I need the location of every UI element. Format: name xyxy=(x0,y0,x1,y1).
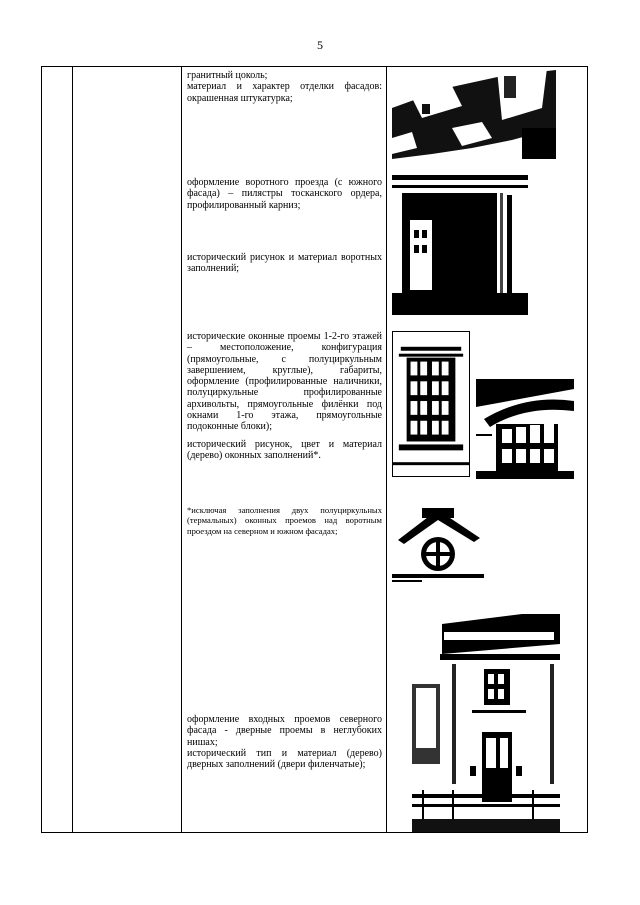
column-divider-1 xyxy=(72,66,73,833)
paragraph: оформление воротного проезда (с южного фасада) – пилястры тосканского ордера, профилированный карниз; xyxy=(187,177,382,211)
gate-passage-photo-icon xyxy=(392,175,528,315)
text-window-openings xyxy=(187,331,382,461)
paragraph: оформление входных проемов северного фасада - дверные проемы в неглубоких нишах; xyxy=(187,714,382,748)
paragraph: исторические оконные проемы 1-2-го этажей – местоположение, конфигурация (прямоугольные, с полуциркульным завершением, круглые), габариты, оформление (профилированные наличники, полуциркульные профилированные архивольты, прямоугольные филёнки под окнами 1-го этажа, прямоугольные подоконные блоки); xyxy=(187,331,382,433)
paragraph: гранитный цоколь; xyxy=(187,70,268,81)
paragraph: исторический тип и материал (дерево) дверных заполнений (двери филенчатые); xyxy=(187,747,382,771)
round-window-photo-icon xyxy=(392,500,484,586)
arched-window-photo-icon xyxy=(476,379,574,479)
column-divider-2 xyxy=(181,66,182,833)
paragraph: материал и характер отделки фасадов: окрашенная штукатурка; xyxy=(187,81,382,104)
paragraph: исторический рисунок и материал воротных заполнений; xyxy=(187,252,382,275)
paragraph: исторический рисунок, цвет и материал (дерево) оконных заполнений*. xyxy=(187,438,382,461)
text-footnote xyxy=(187,505,382,536)
text-granite-plinth xyxy=(187,70,382,104)
footnote: *исключая заполнения двух полуциркульных (термальных) оконных проемов над воротным проездом на северном и южном фасадах; xyxy=(187,505,382,536)
text-entrances xyxy=(187,714,382,770)
window-photo-icon xyxy=(392,331,470,477)
text-gate-passage xyxy=(187,177,382,211)
column-divider-3 xyxy=(386,66,387,833)
building-corner-photo-icon xyxy=(392,68,556,159)
facade-entrance-photo-icon xyxy=(412,614,560,832)
page-number: 5 xyxy=(317,38,323,52)
text-gate-fillings xyxy=(187,252,382,275)
